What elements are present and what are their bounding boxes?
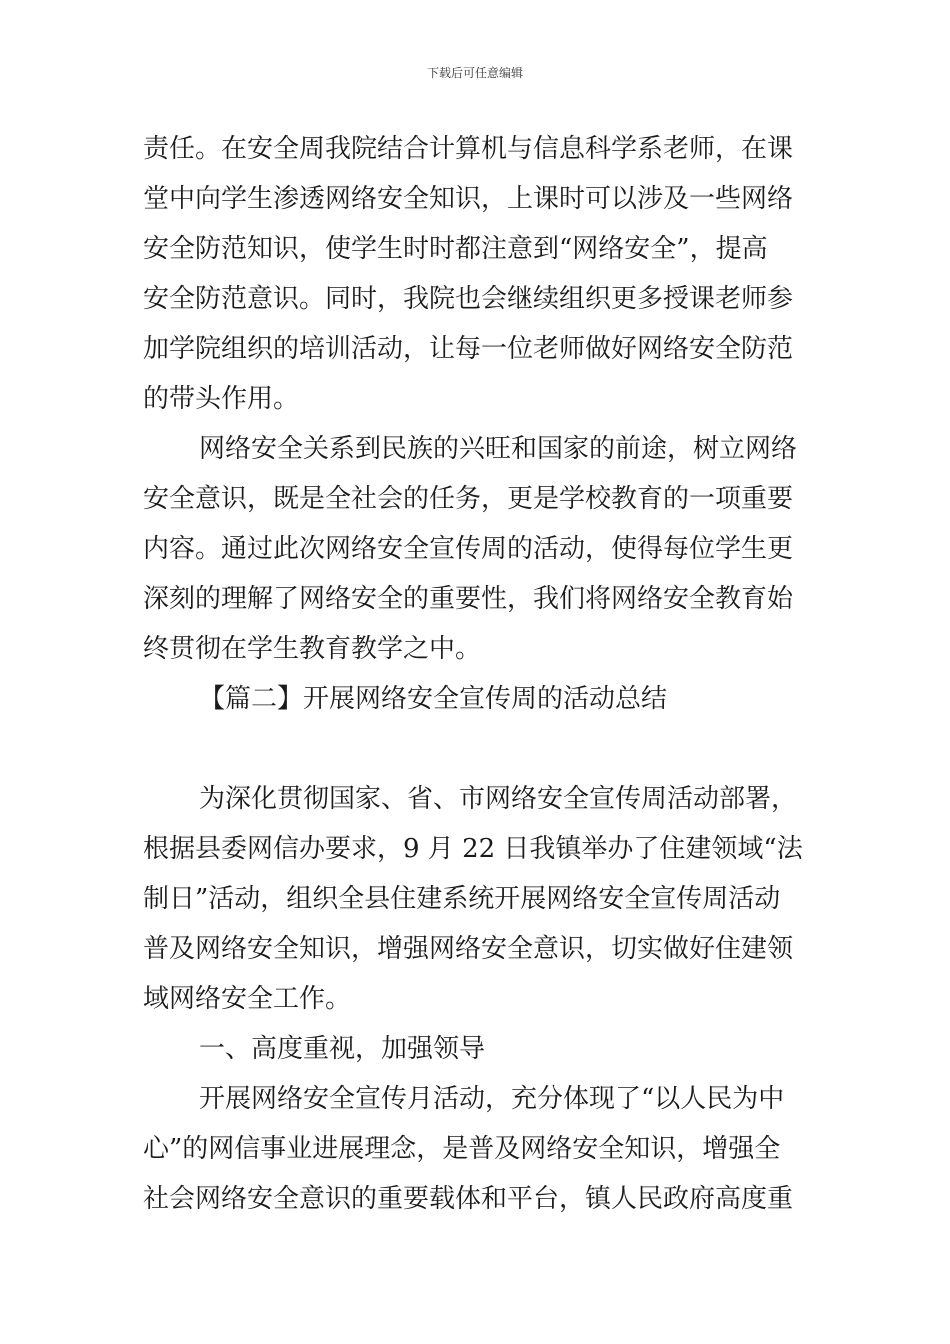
text-line: 心”的网信事业进展理念，是普及网络安全知识，增强全 — [143, 1134, 781, 1164]
paragraph-start-line: 开展网络安全宣传月活动，充分体现了“以人民为中 — [199, 1084, 785, 1114]
text-line: 社会网络安全意识的重要载体和平台，镇人民政府高度重 — [143, 1184, 794, 1214]
page-header: 下载后可任意编辑 — [426, 66, 523, 80]
text-line: 安全防范意识。同时，我院也会继续组织更多授课老师参 — [143, 284, 794, 314]
blank-line — [143, 724, 808, 774]
text-line: 安全防范知识，使学生时时都注意到“网络安全”，提高 — [143, 234, 768, 264]
text-line: 堂中向学生渗透网络安全知识，上课时可以涉及一些网络 — [143, 184, 794, 214]
text-line: 安全意识，既是全社会的任务，更是学校教育的一项重要 — [143, 484, 794, 514]
text-line: 普及网络安全知识，增强网络安全意识，切实做好住建领 — [143, 934, 794, 964]
document-body — [143, 124, 808, 1224]
text-line: 内容。通过此次网络安全宣传周的活动，使得每位学生更 — [143, 534, 794, 564]
text-line: 终贯彻在学生教育教学之中。 — [143, 634, 482, 664]
text-line: 加学院组织的培训活动，让每一位老师做好网络安全防范 — [143, 334, 794, 364]
text-line: 的带头作用。 — [143, 384, 300, 414]
text-line: 域网络安全工作。 — [143, 984, 352, 1014]
subsection-heading: 一、高度重视，加强领导 — [199, 1034, 486, 1064]
text-line: 深刻的理解了网络安全的重要性，我们将网络安全教育始 — [143, 584, 794, 614]
paragraph-start-line: 为深化贯彻国家、省、市网络安全宣传周活动部署， — [199, 784, 798, 814]
text-line: 制日”活动，组织全县住建系统开展网络安全宣传周活动 — [143, 884, 781, 914]
text-line: 根据县委网信办要求，9 月 22 日我镇举办了住建领域“法 — [143, 834, 803, 864]
paragraph-start-line: 网络安全关系到民族的兴旺和国家的前途，树立网络 — [199, 434, 798, 464]
section-heading: 【篇二】开展网络安全宣传周的活动总结 — [199, 684, 668, 714]
text-line: 责任。在安全周我院结合计算机与信息科学系老师，在课 — [143, 134, 794, 164]
